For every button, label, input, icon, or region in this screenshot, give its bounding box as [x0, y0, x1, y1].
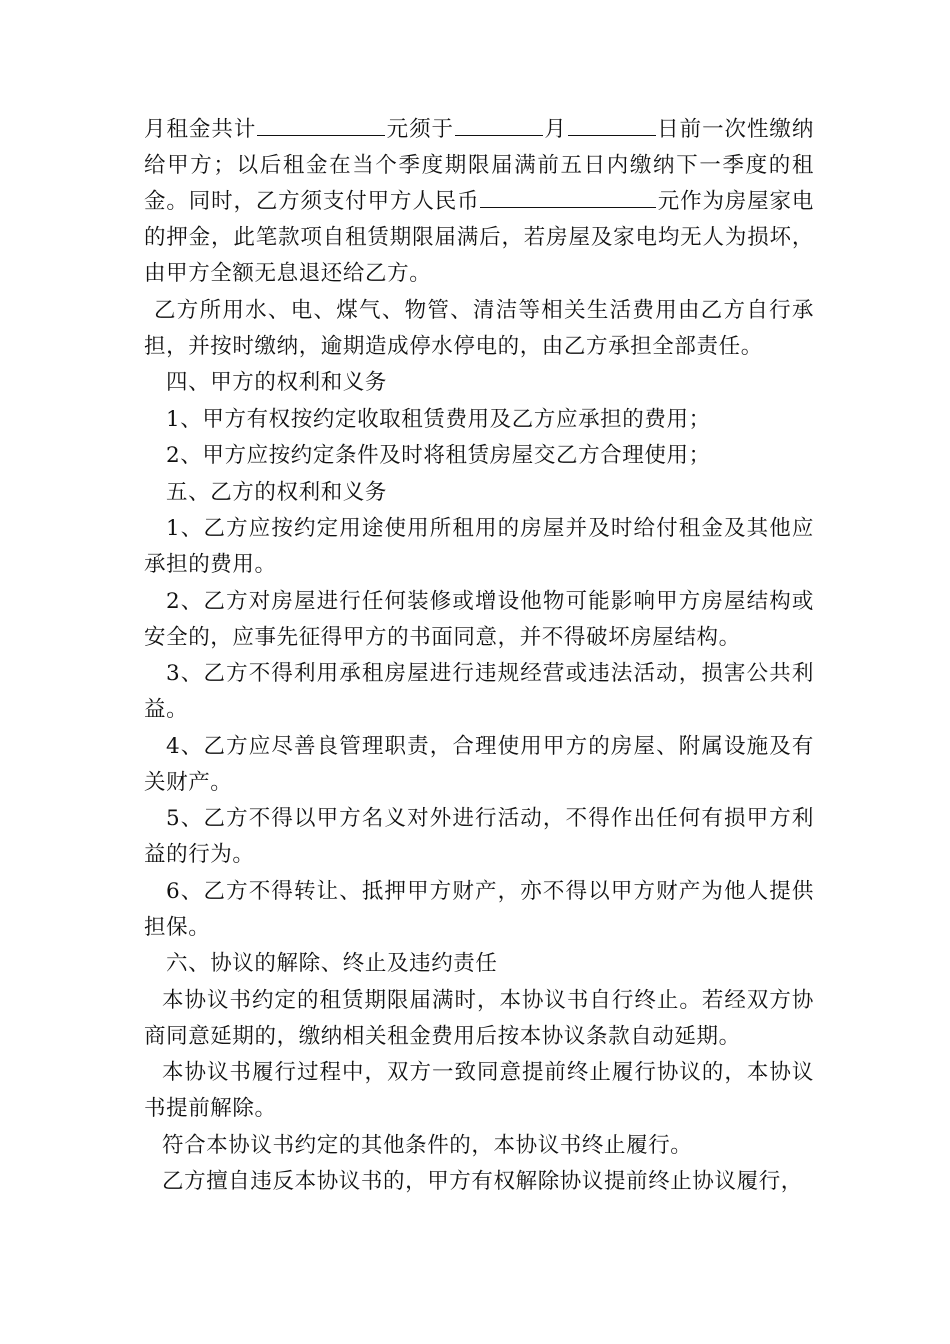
rent-text-1: 月租金共计 [144, 117, 257, 142]
termination-paragraph-4: 乙方擅自违反本协议书的，甲方有权解除协议提前终止协议履行， [162, 1169, 803, 1194]
party-a-item-2: 2、甲方应按约定条件及时将租赁房屋交乙方合理使用； [166, 443, 711, 468]
section-heading-termination: 六、协议的解除、终止及违约责任 [166, 951, 498, 976]
party-b-item-2: 2、乙方对房屋进行任何装修或增设他物可能影响甲方房屋结构或安全的，应事先征得甲方的书面同意，并不得破坏房屋结构。 [144, 588, 814, 650]
termination-paragraph-2: 本协议书履行过程中，双方一致同意提前终止履行协议的，本协议书提前解除。 [144, 1060, 814, 1121]
rent-text-2: 元须于 [386, 117, 454, 142]
party-b-item-5: 5、乙方不得以甲方名义对外进行活动，不得作出任何有损甲方利益的行为。 [144, 806, 814, 867]
party-b-item-6: 6、乙方不得转让、抵押甲方财产，亦不得以甲方财产为他人提供担保。 [144, 878, 814, 940]
rent-payment-paragraph [144, 112, 814, 292]
termination-paragraph-1: 本协议书约定的租赁期限届满时，本协议书自行终止。若经双方协商同意延期的，缴纳相关租金费用后按本协议条款自动延期。 [144, 987, 814, 1049]
rent-amount-blank [257, 115, 385, 136]
utilities-paragraph: 乙方所用水、电、煤气、物管、清洁等相关生活费用由乙方自行承担，并按时缴纳，逾期造成停水停电的，由乙方承担全部责任。 [144, 297, 814, 359]
rent-text-5: 元作为房屋家电的押金，此笔款项自租赁期限届满后，若房屋及家电均无人为损坏，由甲方全额无息退还给乙方。 [144, 189, 814, 286]
deposit-amount-blank [480, 187, 656, 208]
party-a-item-1: 1、甲方有权按约定收取租赁费用及乙方应承担的费用； [166, 406, 711, 432]
party-b-item-3: 3、乙方不得利用承租房屋进行违规经营或违法活动，损害公共利益。 [144, 661, 814, 722]
section-heading-party-b: 五、乙方的权利和义务 [166, 479, 388, 505]
payment-day-blank [568, 115, 656, 136]
termination-paragraph-3: 符合本协议书约定的其他条件的，本协议书终止履行。 [162, 1132, 693, 1158]
payment-month-blank [455, 115, 543, 136]
party-b-item-4: 4、乙方应尽善良管理职责，合理使用甲方的房屋、附属设施及有关财产。 [144, 733, 814, 795]
section-heading-party-a: 四、甲方的权利和义务 [166, 370, 388, 395]
rent-text-4: 日前一次性缴纳给甲方；以后租金在当个季度期限届满前五日内缴纳下一季度的租金。同时，乙方须支付甲方人民币 [144, 117, 814, 214]
document-body [144, 112, 814, 1200]
party-b-item-1: 1、乙方应按约定用途使用所租用的房屋并及时给付租金及其他应承担的费用。 [144, 516, 814, 577]
rent-text-3: 月 [544, 117, 567, 142]
